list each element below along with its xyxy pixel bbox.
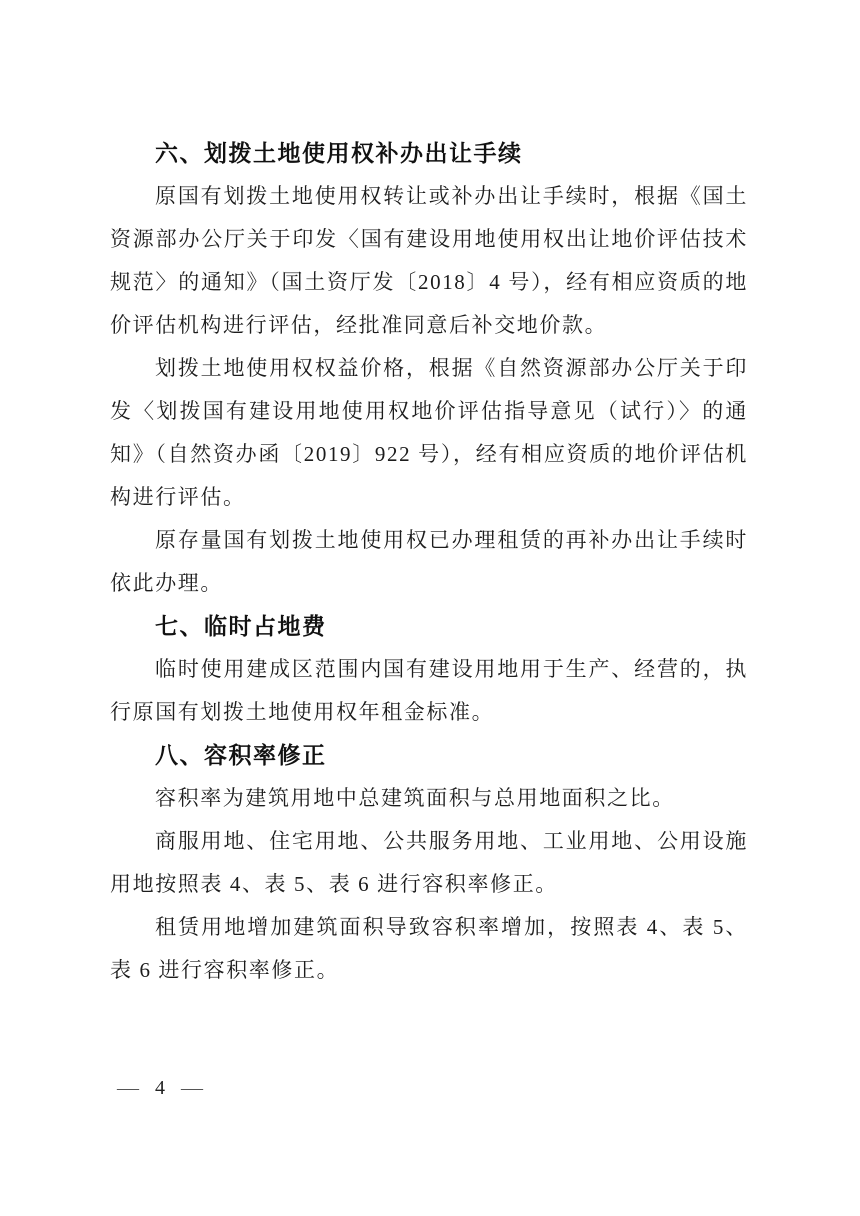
page-footer [118, 1077, 202, 1100]
section-8-paragraph-2: 商服用地、住宅用地、公共服务用地、工业用地、公用设施用地按照表 4、表 5、表 6 进行容积率修正。 [110, 829, 748, 896]
section-6-paragraph-1: 原国有划拨土地使用权转让或补办出让手续时，根据《国土资源部办公厅关于印发〈国有建设用地使用权出让地价评估技术规范〉的通知》（国土资厅发〔2018〕4 号），经有相应资质的地价评估机构进行评估，经批准同意后补交地价款。 [110, 184, 748, 337]
section-8-paragraph-1: 容积率为建筑用地中总建筑面积与总用地面积之比。 [155, 786, 675, 810]
section-8-paragraph-3: 租赁用地增加建筑面积导致容积率增加，按照表 4、表 5、表 6 进行容积率修正。 [110, 915, 748, 982]
section-7-paragraph-1: 临时使用建成区范围内国有建设用地用于生产、经营的，执行原国有划拨土地使用权年租金标准。 [110, 657, 748, 724]
footer-dash-left: — [117, 1077, 139, 1099]
section-heading-6: 六、划拨土地使用权补办出让手续 [155, 140, 523, 166]
section-6-paragraph-2: 划拨土地使用权权益价格，根据《自然资源部办公厅关于印发〈划拨国有建设用地使用权地价评估指导意见（试行）〉的通知》（自然资办函〔2019〕922 号），经有相应资质的地价评估机构进行评估。 [110, 356, 748, 509]
section-heading-7: 七、临时占地费 [155, 613, 327, 639]
section-6-paragraph-3: 原存量国有划拨土地使用权已办理租赁的再补办出让手续时依此办理。 [110, 528, 748, 595]
document-content [110, 132, 748, 992]
footer-dash-right: — [181, 1077, 203, 1099]
section-heading-8: 八、容积率修正 [155, 742, 327, 768]
page-number: 4 [155, 1077, 165, 1099]
